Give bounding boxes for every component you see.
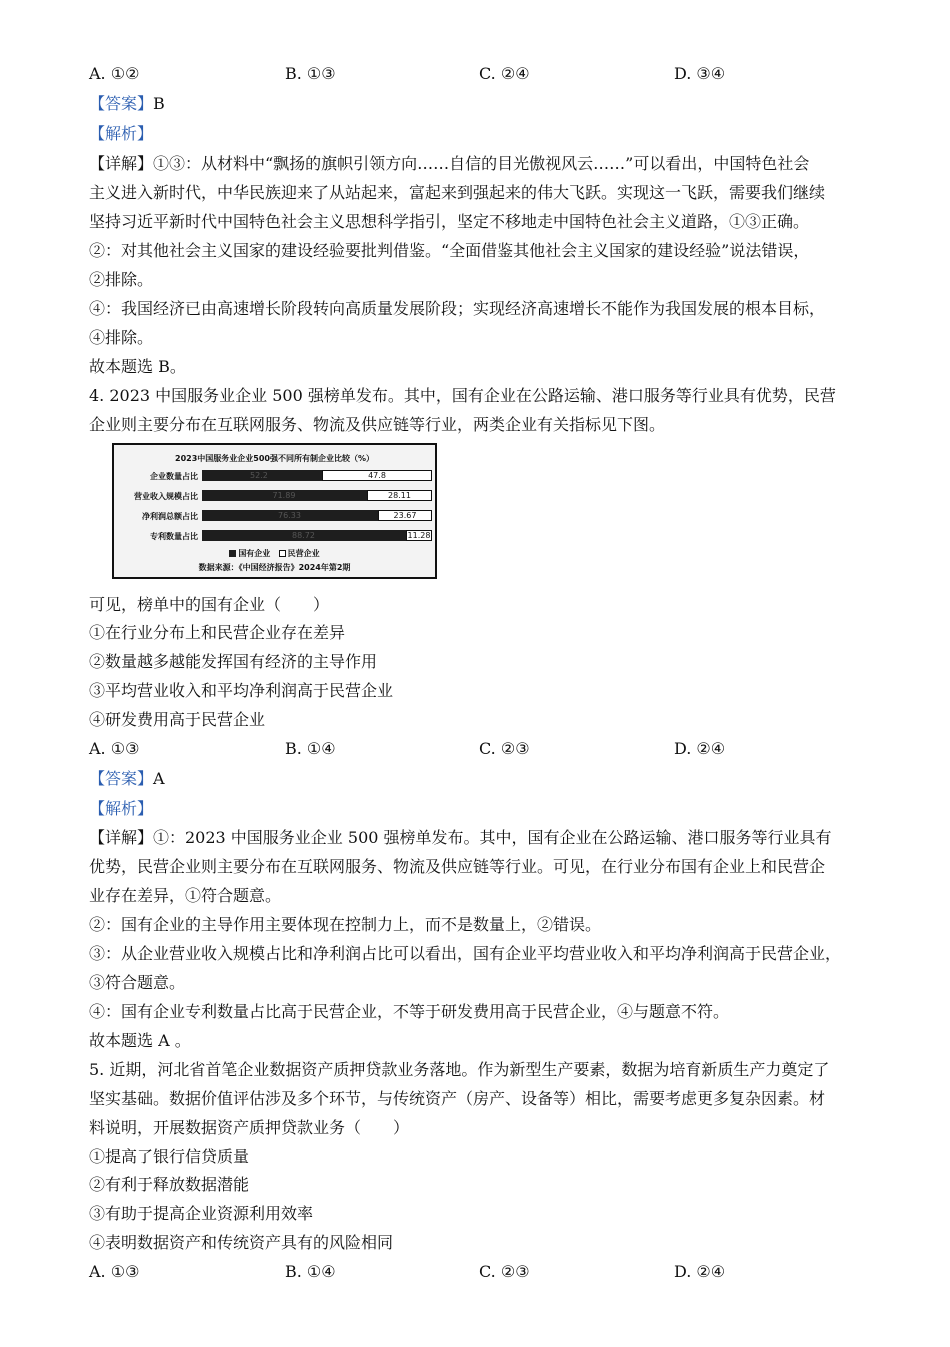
q5-stem-line: 5. 近期，河北省首笔企业数据资产质押贷款业务落地。作为新型生产要素，数据为培育新质生产力奠定了 xyxy=(89,1060,830,1079)
chart-category-label: 专利数量占比 xyxy=(150,532,198,541)
q3-option-b: B. ①③ xyxy=(285,64,336,83)
chart-value-label-soe: 52.2 xyxy=(250,471,268,480)
legend-swatch-soe xyxy=(229,550,236,557)
chart-source: 数据来源：《中国经济报告》2024年第2期 xyxy=(198,563,351,572)
q4-option-d: D. ②④ xyxy=(674,739,726,758)
q5-option-a: A. ①③ xyxy=(89,1262,140,1281)
q5-stem-line: 坚实基础。数据价值评估涉及多个环节，与传统资产（房产、设备等）相比，需要考虑更多复杂因素。材 xyxy=(89,1089,826,1108)
q4-detail-line: ④：国有企业专利数量占比高于民营企业，不等于研发费用高于民营企业，④与题意不符。 xyxy=(89,1002,730,1021)
q5-option-d: D. ②④ xyxy=(674,1262,726,1281)
chart-value-label-soe: 71.89 xyxy=(272,491,296,500)
q4-analysis-label: 【解析】 xyxy=(89,799,154,818)
legend-label-soe: 国有企业 xyxy=(238,549,271,558)
q3-option-c: C. ②④ xyxy=(479,64,530,83)
chart-value-label-private: 28.11 xyxy=(388,491,411,500)
chart-value-label-private: 23.67 xyxy=(393,511,417,520)
q4-conclusion: 故本题选 A 。 xyxy=(89,1031,191,1050)
q5-item: ②有利于释放数据潜能 xyxy=(89,1175,250,1194)
q3-option-a: A. ①② xyxy=(89,64,140,83)
chart-category-label: 营业收入规模占比 xyxy=(134,492,198,501)
chart-value-label-soe: 88.72 xyxy=(292,531,315,540)
chart-value-label-private: 47.8 xyxy=(368,471,386,480)
answer-label: 【答案】 xyxy=(89,769,154,788)
q5-item: ④表明数据资产和传统资产具有的风险相同 xyxy=(89,1233,394,1252)
q4-option-b: B. ①④ xyxy=(285,739,336,758)
chart-title: 2023中国服务业企业500强不同所有制企业比较（%） xyxy=(175,454,374,463)
q3-analysis-label: 【解析】 xyxy=(89,124,154,143)
q4-detail-line: 【详解】①：2023 中国服务业企业 500 强榜单发布。其中，国有企业在公路运输、港口服务等行业具有 xyxy=(89,828,832,847)
q5-option-b: B. ①④ xyxy=(285,1262,336,1281)
q3-detail-line: 【详解】①③：从材料中“飘扬的旗帜引领方向……自信的目光傲视风云……”可以看出，中国特色社会 xyxy=(89,154,810,173)
q3-detail-line: ②：对其他社会主义国家的建设经验要批判借鉴。“全面借鉴其他社会主义国家的建设经验”说法错误， xyxy=(89,241,810,260)
q4-item: ③平均营业收入和平均净利润高于民营企业 xyxy=(89,681,394,700)
q4-stem-line: 4. 2023 中国服务业企业 500 强榜单发布。其中，国有企业在公路运输、港口服务等行业具有优势，民营 xyxy=(89,386,836,405)
chart-category-label: 净利润总额占比 xyxy=(142,512,198,521)
q4-detail-line: ③：从企业营业收入规模占比和净利润占比可以看出，国有企业平均营业收入和平均净利润高于民营企业， xyxy=(89,944,842,963)
q3-detail-line: 坚持习近平新时代中国特色社会主义思想科学指引，坚定不移地走中国特色社会主义道路，①③正确。 xyxy=(89,212,810,231)
q4-detail-line: 优势，民营企业则主要分布在互联网服务、物流及供应链等行业。可见，在行业分布国有企业上和民营企 xyxy=(89,857,826,876)
chart-category-label: 企业数量占比 xyxy=(150,472,198,481)
answer-value: B xyxy=(153,94,165,113)
q4-item: ②数量越多越能发挥国有经济的主导作用 xyxy=(89,652,378,671)
answer-value: A xyxy=(153,769,165,788)
q5-item: ③有助于提高企业资源利用效率 xyxy=(89,1204,314,1223)
legend-label-private: 民营企业 xyxy=(287,549,320,558)
answer-label: 【答案】 xyxy=(89,94,154,113)
q4-item: ①在行业分布上和民营企业存在差异 xyxy=(89,623,346,642)
q4-detail-line: ③符合题意。 xyxy=(89,973,186,992)
q4-prompt: 可见，榜单中的国有企业（ ） xyxy=(89,595,330,614)
q4-option-a: A. ①③ xyxy=(89,739,140,758)
q4-detail-line: ②：国有企业的主导作用主要体现在控制力上，而不是数量上，②错误。 xyxy=(89,915,602,934)
q4-item: ④研发费用高于民营企业 xyxy=(89,710,266,729)
chart-value-label-private: 11.28 xyxy=(407,531,431,540)
q5-option-c: C. ②③ xyxy=(479,1262,530,1281)
ownership-comparison-chart xyxy=(112,443,437,579)
q3-answer xyxy=(89,94,880,114)
q4-detail-line: 业存在差异，①符合题意。 xyxy=(89,886,282,905)
q4-answer xyxy=(89,769,880,789)
legend-swatch-private xyxy=(279,550,286,557)
q5-item: ①提高了银行信贷质量 xyxy=(89,1147,250,1166)
q3-detail-line: ④排除。 xyxy=(89,328,154,347)
chart-value-label-soe: 76.33 xyxy=(278,511,301,520)
q5-stem-line: 料说明，开展数据资产质押贷款业务（ ） xyxy=(89,1118,410,1137)
q3-option-d: D. ③④ xyxy=(674,64,726,83)
q3-conclusion: 故本题选 B。 xyxy=(89,357,186,376)
q3-detail-line: ②排除。 xyxy=(89,270,154,289)
q3-detail-line: ④：我国经济已由高速增长阶段转向高质量发展阶段；实现经济高速增长不能作为我国发展的根本目标， xyxy=(89,299,826,318)
q4-option-c: C. ②③ xyxy=(479,739,530,758)
q4-stem-line: 企业则主要分布在互联网服务、物流及供应链等行业，两类企业有关指标见下图。 xyxy=(89,415,666,434)
q3-detail-line: 主义进入新时代，中华民族迎来了从站起来，富起来到强起来的伟大飞跃。实现这一飞跃，需要我们继续 xyxy=(89,183,826,202)
chart-legend xyxy=(114,548,435,559)
